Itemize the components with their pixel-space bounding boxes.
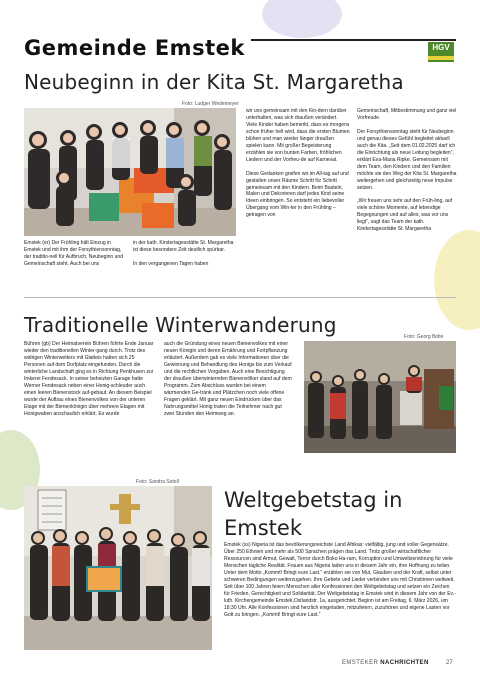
decor-blob-yellow [434,230,480,330]
page-number: 27 [446,660,453,666]
article1-paragraph: in der kath. Kindertagesstätte St. Margaretha ist diese besondere Zeit deutlich spürbar. [133,240,234,253]
footer-brand-light: EMSTEKER [342,660,379,666]
kita-group-photo [24,108,236,236]
article2-column-2 [164,341,292,417]
article1-column-2 [246,108,350,219]
beekeeping-photo [304,341,456,453]
article1-headline: Neubeginn in der Kita St. Margaretha [24,70,404,94]
article2-column-1 [24,341,156,417]
article1-photo-credit: Foto: Ludger Wedemeyer [182,101,239,107]
article1-under-photo-left [24,240,125,268]
article1-paragraph: In den vergangenen Tagen haben [133,260,209,267]
article2-photo-credit: Foto: Georg Bolte [404,334,444,340]
article3-photo-credit: Foto: Sandra Sotoll [136,479,179,485]
article2-headline: Traditionelle Winterwanderung [24,313,337,337]
hgv-logo [428,42,454,62]
article1-paragraph: Der Forsythiensonntag steht für Neubeginn und genau dieses Gefühl begleitet aktuell auch die Kita. „Seit dem 01.02.2025 darf ich die Einrichtung als neue Leitung begleiten“, erklärt Eva-Maria Ripke. Gemeinsam mit dem Team, den Kindern und den Familien möchte sie den Weg der Kita St. Margaretha weitergehen und gleichzeitig neue Impulse setzen. [357,128,457,191]
article1-paragraph: „Wir freuen uns sehr auf den Früh-ling, auf viele schöne Momente, auf lebendige Begegnungen und auf alles, was vor uns liegt“, sagt das Team der kath. Kindertagesstätte St. Margaretha [357,198,453,233]
article2-paragraph: Bühren (gb) Der Heimatverein Bühren führte Ende Januar wieder den traditionellen Winter-gang durch. Trotz des widrigen Winterwetters mit Glatteis hatten sich 25 Personen auf dem Dorfplatz eingefunden. Durch die winterliche Landschaft ging es in Richtung Penkhusen zur Imkerei Fendesack. In seiner beheizten Garage hatte Werner Fendesack neben einer Honig-schleuder auch einen leeren Bienenstock auf-gebaut. An diesem Beispiel wurde der Aufbau eines Bienenvolkes von der unteren Etage mit der Bienenkönigin über mehrere Etagen mit Honigwaben anschaulich erklärt. Es wurde [24,341,154,417]
weltgebetstag-group-photo [24,486,212,650]
article1-paragraph: wir uns gemeinsam mit den Kin-dern darüber unterhalten, was sich draußen verändert. Viele Kinder haben bemerkt, dass es morgens schon früher hell wird, dass die ersten Blumen blühen und man wieder länger draußen spielen kann. Mit großer Begeisterung erzählen sie von bunten Farben, fröhlichen Liedern und der Vorfreu-de auf Karneval. [246,108,350,163]
article1-paragraph: Gemeinschaft, Mitbestimmung und ganz viel Vorfreude. [357,108,457,121]
section-title: Gemeinde Emstek [24,36,251,60]
article1-paragraph: Diese Gedanken greifen wir im All-tag auf und gestalten unser Räume Schritt für Schritt gemeinsam mit den Kindern. Beim Basteln, Malen und Dekorieren darf jedes Kind seine Ideen einbringen. So entsteht ein liebevoller Übergang vom Win-ter in den Frühling – getragen von [246,170,349,219]
decor-blob-purple [262,0,342,38]
article3-body [224,542,456,618]
article3-paragraph: Emstek (ss) Nigeria ist das bevölkerungsreichste Land Afrikas: vielfältig, jung und voller Gegensätze. Über 250 Ethnien und mehr als 500 Sprachen prägen das Land. Trotz großer wirtschaftlicher Ressourcen sind Armut, Gewalt, Terror durch Boko Ha-ram, Korruption und Umweltzerstörung für viele Menschen tägliche Realität. Frauen aus Nigeria laden uns in diesem Jahr ein, ihre Hoffnung zu teilen. Unter dem Motto „Kommt! Bringt eure Last.“ erzählen sie von Mut, Glauben und der Kraft, selbst unter schweren Bedingungen weiterzugehen. Ihre Gebete und Lieder verbinden uns mit Christinnen weltweit. Seit über 100 Jahren feiern Menschen aller Konfessionen den Weltgebetstag und setzen ein Zeichen für Frieden, Gerechtigkeit und Solidarität. Der Weltgebetstag in Emstek wird in diesem Jahr von der Ev.-luth. Kirchengemeinde Emstek,Ostlandstr. 1a, ausgerichtet. Beginn ist am Freitag, 6. März 2026, um 18:30 Uhr. Alle Konfessionen sind herzlich eingeladen, mitzufeiern, zuzuhören und eigene Lasten vor Gott zu bringen. „Kommt! Bringt eure Last.“ [224,542,456,618]
article3-headline: Weltgebetstag in Emstek [224,488,403,540]
article1-paragraph: Emstek (er) Der Frühling hält Einzug in Emstek und mit ihm der Forsythiensonntag, der traditio-nell für Aufbruch, Neubeginn und Gemeinschaft steht. Auch bei uns [24,240,124,267]
article2-paragraph: auch die Gründung eines neuen Bienenvolkes mit einer neuen Königin und deren Ernährung und Fortpflanzung erläutert. Außerdem gab es viele Informationen über die Gewinnung und Behandlung des Honigs bis zum Verkauf und die rechtlichen Vorgaben. Auch eine Besichtigung der draußen überwinternden Bienenvölker stand auf dem Programm. Zum Abschluss wurden bei einem wärmenden Ge-tränk und Plätzchen noch viele offene Fragen geklärt. Mit ganz neuen Eindrücken über das Nahrungsmittel Honig traten die Teilnehmer nach gut zwei Stunden den Heimweg an. [164,341,292,417]
hgv-logo-text: HGV [432,43,450,52]
article-divider [24,297,456,298]
article1-column-3 [357,108,457,233]
footer-brand [342,660,429,666]
article1-under-photo-right [133,240,236,268]
logo-stripe [428,56,454,60]
footer-brand-bold: NACHRICHTEN [380,660,429,666]
